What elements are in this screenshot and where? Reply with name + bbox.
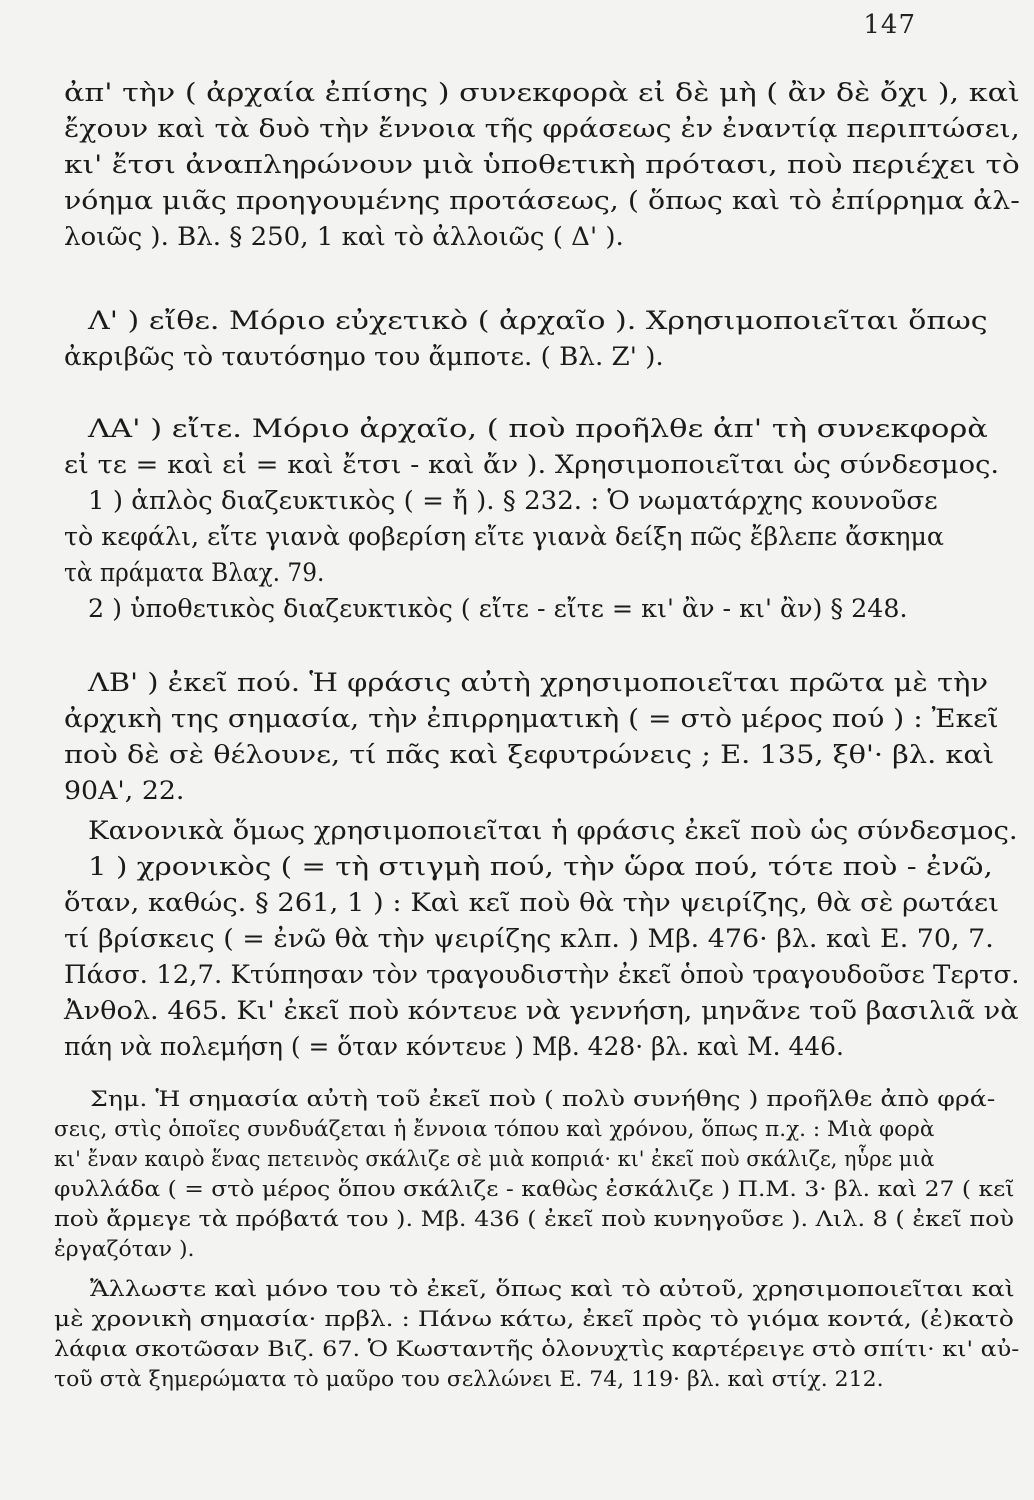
text-line: τί βρίσκεις ( = ἐνῶ θὰ τὴν ψειρίζης κλπ. ) Μβ. 476· βλ. καὶ Ε. 70, 7.	[64, 924, 994, 953]
text-line: ὅταν, καθώς. § 261, 1 ) : Καὶ κεῖ ποὺ θὰ τὴν ψειρίζης, θὰ σὲ ρωτάει	[64, 888, 999, 917]
text-line: Ἀνθολ. 465. Κι' ἐκεῖ ποὺ κόντευε νὰ γεννήση, μηνᾶνε τοῦ βασιλιᾶ νὰ	[64, 996, 1019, 1025]
note-line: μὲ χρονικὴ σημασία· πρβλ. : Πάνω κάτω, ἐκεῖ πρὸς τὸ γιόμα κοντά, (ἐ)κατὸ	[54, 1307, 1014, 1331]
text-line: ἀκριβῶς τὸ ταυτόσημο του ἄμποτε. ( Βλ. Ζ' ).	[64, 342, 664, 371]
note-line: σεις, στὶς ὁποῖες συνδυάζεται ἡ ἔννοια τόπου καὶ χρόνου, ὅπως π.χ. : Μιὰ φορὰ	[54, 1117, 935, 1141]
note-line: λάφια σκοτῶσαν Βιζ. 67. Ὁ Κωσταντῆς ὁλονυχτὶς καρτέρειγε στὸ σπίτι· κι' αὐ-	[54, 1337, 1020, 1361]
text-line: νόημα μιᾶς προηγουμένης προτάσεως, ( ὅπως καὶ τὸ ἐπίρρημα ἀλ-	[64, 186, 1020, 215]
text-line: 1 ) χρονικὸς ( = τὴ στιγμὴ πού, τὴν ὥρα πού, τότε ποὺ - ἐνῶ,	[88, 852, 993, 881]
text-line: ΛΒ' ) ἐκεῖ πού. Ἡ φράσις αὐτὴ χρησιμοποιεῖται πρῶτα μὲ τὴν	[88, 668, 989, 697]
text-line: 90Α', 22.	[64, 776, 185, 805]
text-line: 1 ) ἁπλὸς διαζευκτικὸς ( = ἤ ). § 232. : Ὁ νωματάρχης κουνοῦσε	[88, 486, 938, 515]
text-line: τὸ κεφάλι, εἴτε γιανὰ φοβερίση εἴτε γιανὰ δείξη πῶς ἔβλεπε ἄσκημα	[64, 522, 945, 551]
text-line: 2 ) ὑποθετικὸς διαζευκτικὸς ( εἴτε - εἴτε = κι' ἂν - κι' ἂν) § 248.	[88, 594, 908, 623]
note-line: ποὺ ἄρμεγε τὰ πρόβατά του ). Μβ. 436 ( ἐκεῖ ποὺ κυνηγοῦσε ). Λιλ. 8 ( ἐκεῖ ποὺ	[54, 1207, 1015, 1231]
note-line: ἐργαζόταν ).	[54, 1237, 195, 1261]
text-line: ἔχουν καὶ τὰ δυὸ τὴν ἔννοια τῆς φράσεως ἐν ἐναντίᾳ περιπτώσει,	[64, 114, 1020, 143]
note-line: φυλλάδα ( = στὸ μέρος ὅπου σκάλιζε - καθὼς ἐσκάλιζε ) Π.Μ. 3· βλ. καὶ 27 ( κεῖ	[54, 1177, 1015, 1201]
text-line: λοιῶς ). Βλ. § 250, 1 καὶ τὸ ἀλλοιῶς ( Δ' ).	[64, 222, 624, 251]
page-number: 147	[863, 10, 916, 40]
text-line: ἀπ' τὴν ( ἀρχαία ἐπίσης ) συνεκφορὰ εἰ δὲ μὴ ( ἂν δὲ ὄχι ), καὶ	[64, 78, 1020, 107]
note-line: Σημ. Ἡ σημασία αὐτὴ τοῦ ἐκεῖ ποὺ ( πολὺ συνήθης ) προῆλθε ἀπὸ φρά-	[90, 1087, 996, 1111]
text-line: Κανονικὰ ὅμως χρησιμοποιεῖται ἡ φράσις ἐκεῖ ποὺ ὡς σύνδεσμος.	[88, 816, 1018, 845]
text-line: ἀρχικὴ της σημασία, τὴν ἐπιρρηματικὴ ( = στὸ μέρος πού ) : Ἐκεῖ	[64, 704, 999, 733]
note-line: τοῦ στὰ ξημερώματα τὸ μαῦρο του σελλώνει Ε. 74, 119· βλ. καὶ στίχ. 212.	[54, 1367, 884, 1391]
text-line: Πάσσ. 12,7. Κτύπησαν τὸν τραγουδιστὴν ἐκεῖ ὁποὺ τραγουδοῦσε Τερτσ.	[64, 960, 1020, 989]
text-line: κι' ἔτσι ἀναπληρώνουν μιὰ ὑποθετικὴ πρότασι, ποὺ περιέχει τὸ	[64, 150, 1020, 179]
text-line: πάη νὰ πολεμήση ( = ὅταν κόντευε ) Μβ. 428· βλ. καὶ Μ. 446.	[64, 1032, 844, 1061]
text-line: τὰ πράματα Βλαχ. 79.	[64, 558, 325, 587]
note-line: Ἄλλωστε καὶ μόνο του τὸ ἐκεῖ, ὅπως καὶ τὸ αὐτοῦ, χρησιμοποιεῖται καὶ	[90, 1277, 1015, 1301]
text-line: Λ' ) εἴθε. Μόριο εὐχετικὸ ( ἀρχαῖο ). Χρησιμοποιεῖται ὅπως	[88, 306, 988, 335]
text-line: εἰ τε = καὶ εἰ = καὶ ἔτσι - καὶ ἄν ). Χρησιμοποιεῖται ὡς σύνδεσμος.	[64, 450, 1000, 479]
note-line: κι' ἔναν καιρὸ ἕνας πετεινὸς σκάλιζε σὲ μιὰ κοπριά· κι' ἐκεῖ ποὺ σκάλιζε, ηὗρε μιὰ	[54, 1147, 935, 1171]
text-line: ΛΑ' ) εἴτε. Μόριο ἀρχαῖο, ( ποὺ προῆλθε ἀπ' τὴ συνεκφορὰ	[88, 414, 988, 443]
text-line: ποὺ δὲ σὲ θέλουνε, τί πᾶς καὶ ξεφυτρώνεις ; Ε. 135, ξθ'· βλ. καὶ	[64, 740, 995, 769]
